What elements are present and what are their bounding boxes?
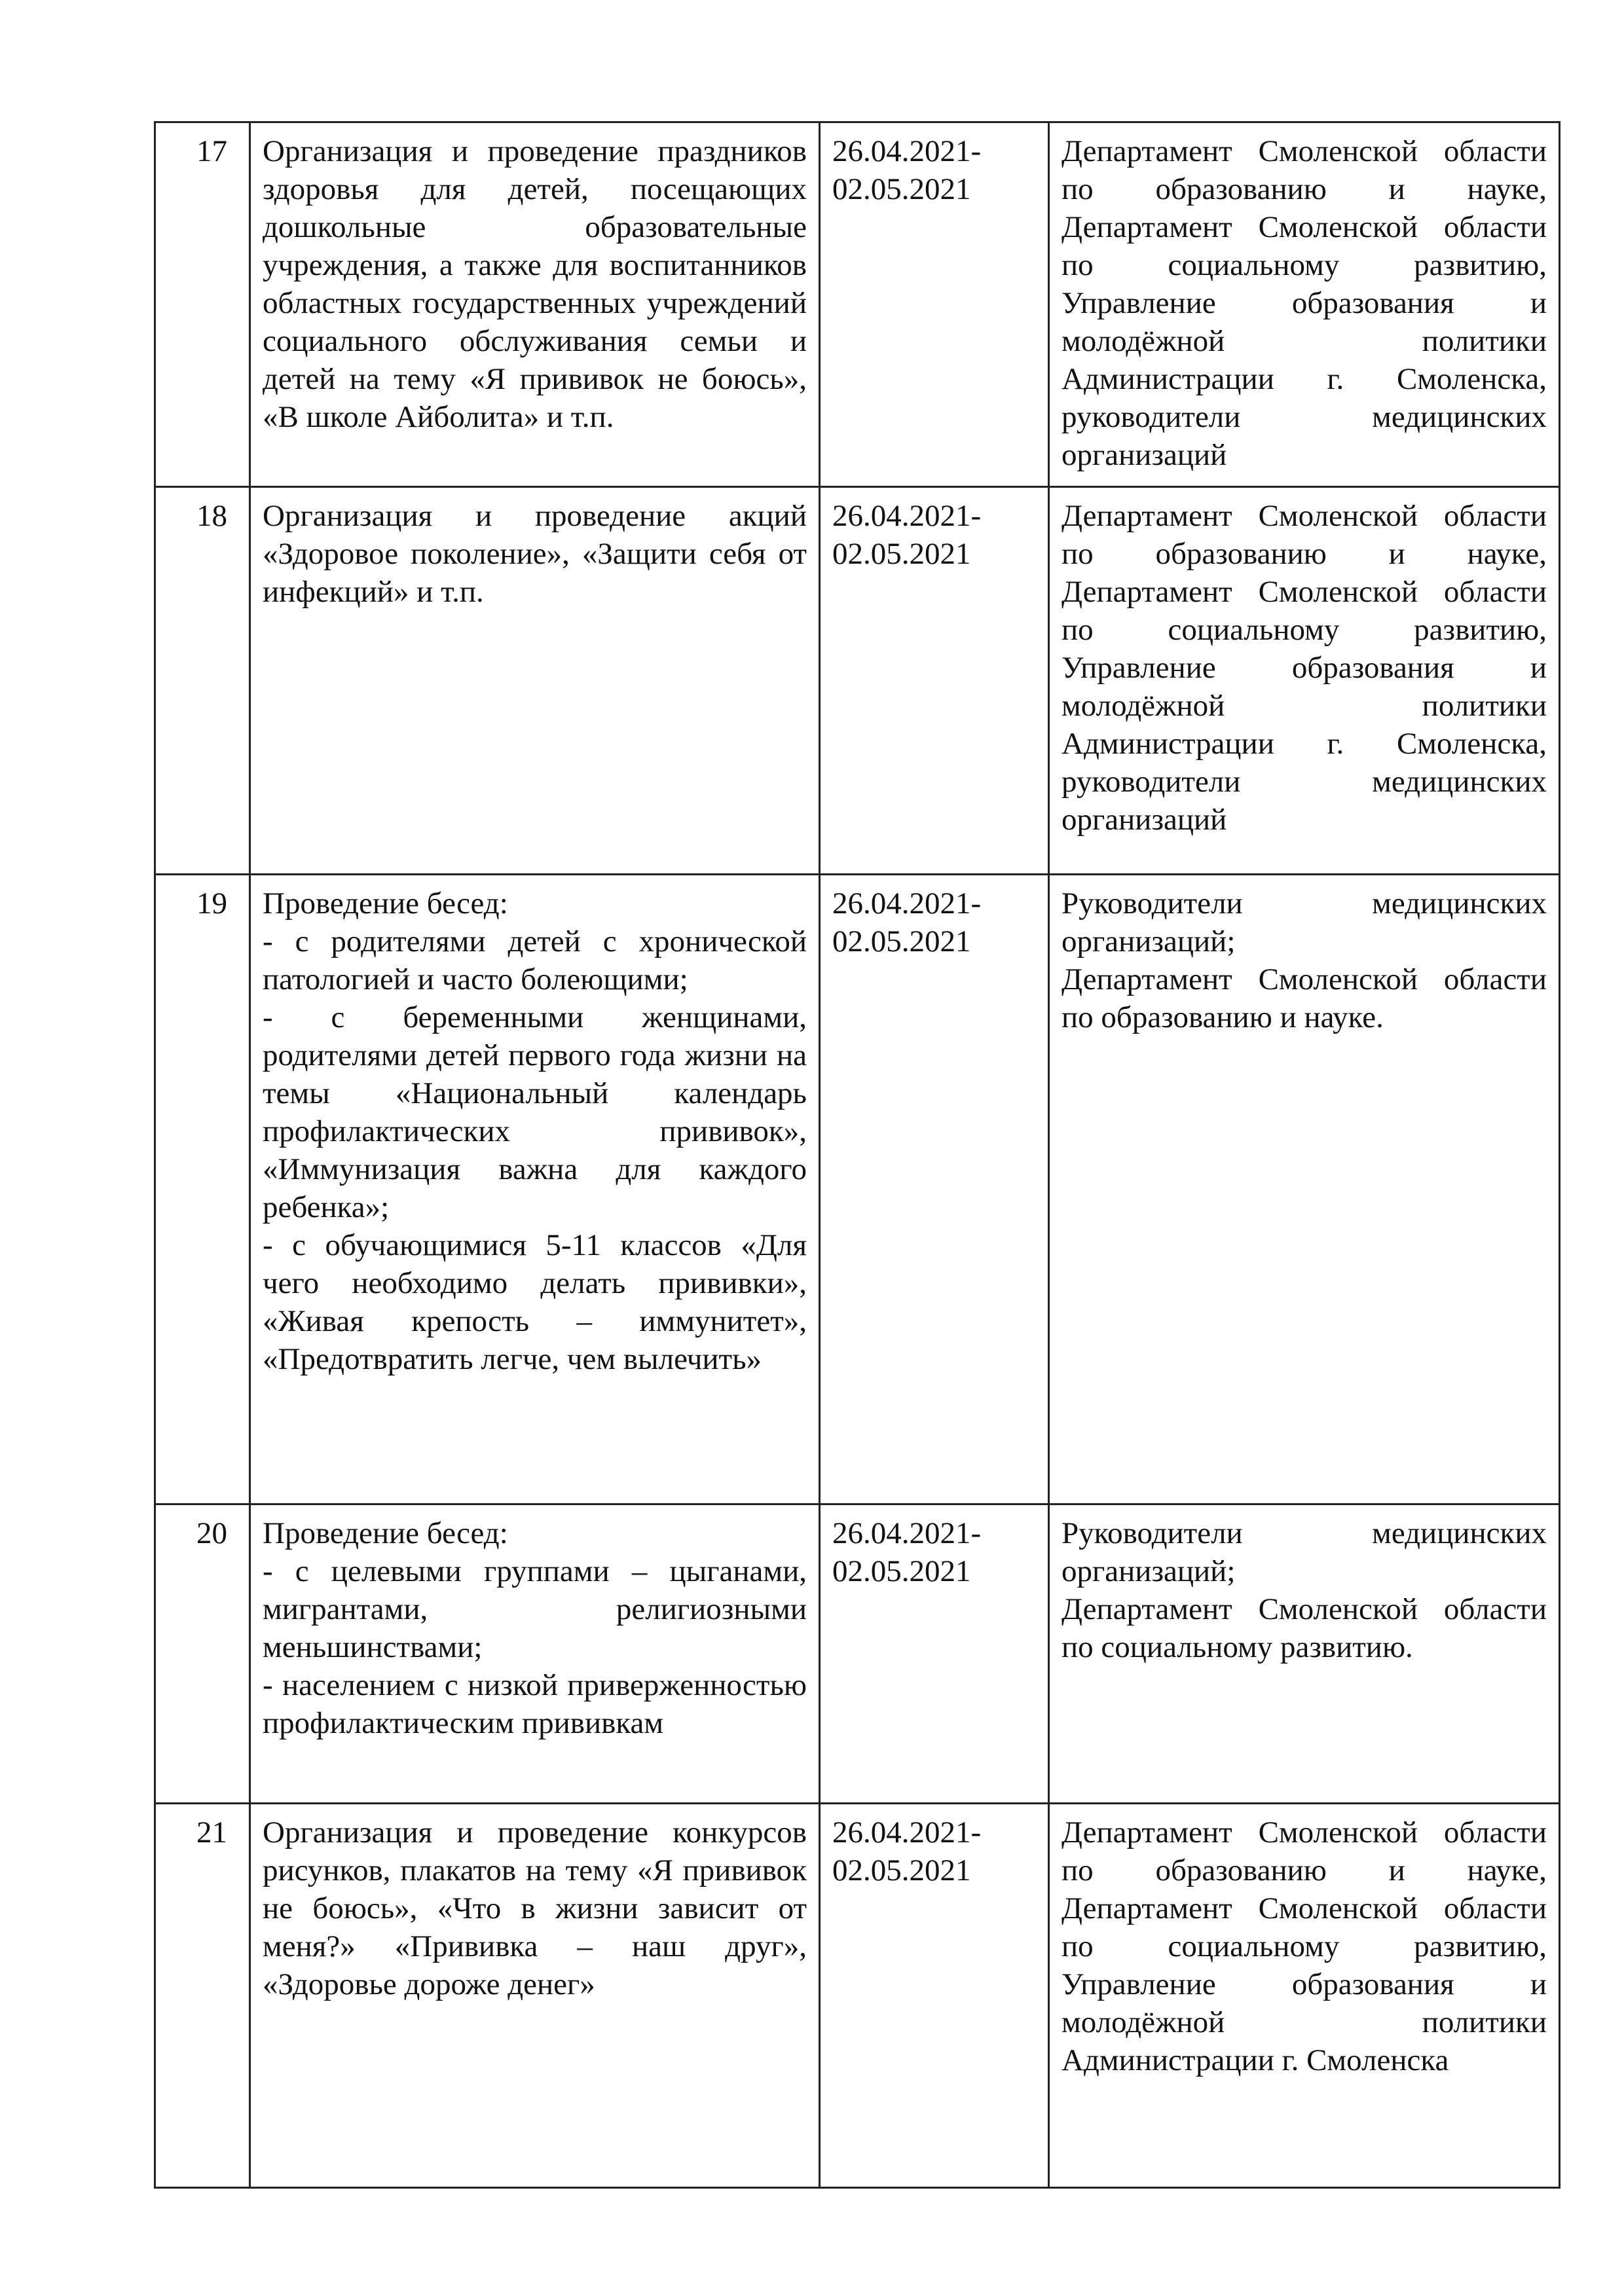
date-to: 02.05.2021	[832, 924, 971, 958]
responsible-cell	[1049, 1804, 1560, 2188]
date-from: 26.04.2021-	[832, 886, 982, 920]
activity-cell	[250, 487, 820, 875]
responsible-line: Департамент Смоленской области по образованию и науке.	[1061, 962, 1547, 1034]
responsible-cell	[1049, 1504, 1560, 1804]
responsible-cell	[1049, 487, 1560, 875]
date-from: 26.04.2021-	[832, 1516, 982, 1550]
date-from: 26.04.2021-	[832, 134, 982, 168]
activity-line: Проведение бесед:	[263, 886, 508, 920]
activity-text: Организация и проведение акций «Здоровое поколение», «Защити себя от инфекций» и т.п.	[263, 499, 807, 609]
activity-line: - населением с низкой приверженностью профилактическим прививкам	[263, 1668, 807, 1740]
date-from: 26.04.2021-	[832, 499, 982, 533]
responsible-line: Департамент Смоленской области по социальному развитию.	[1061, 1592, 1547, 1664]
table-row	[155, 1504, 1560, 1804]
activity-line: - с обучающимися 5-11 классов «Для чего необходимо делать прививки», «Живая крепость – иммунитет», «Предотвратить легче, чем вылечить»	[263, 1228, 807, 1376]
date-to: 02.05.2021	[832, 1554, 971, 1588]
date-cell	[820, 487, 1049, 875]
responsible-line: Руководители медицинских организаций;	[1061, 886, 1547, 958]
table-row	[155, 875, 1560, 1504]
activity-cell	[250, 1804, 820, 2188]
date-to: 02.05.2021	[832, 537, 971, 571]
row-number: 19	[155, 875, 250, 1504]
row-number: 18	[155, 487, 250, 875]
activity-text: Организация и проведение конкурсов рисунков, плакатов на тему «Я прививок не боюсь», «Что в жизни зависит от меня?» «Прививка – наш друг», «Здоровье дороже денег»	[263, 1815, 807, 2001]
date-cell	[820, 1504, 1049, 1804]
activity-line: - с беременными женщинами, родителями детей первого года жизни на темы «Национальный календарь профилактических прививок», «Иммунизация важна для каждого ребенка»;	[263, 1000, 807, 1224]
responsible-text: Департамент Смоленской области по образованию и науке, Департамент Смоленской области по социальному развитию, Управление образования и молодёжной политики Администрации г. Смоленска, руководители медицинских организаций	[1061, 499, 1547, 837]
row-number: 21	[155, 1804, 250, 2188]
table-row	[155, 487, 1560, 875]
activity-cell	[250, 122, 820, 487]
row-number: 20	[155, 1504, 250, 1804]
row-number: 17	[155, 122, 250, 487]
table-row	[155, 1804, 1560, 2188]
responsible-text: Департамент Смоленской области по образованию и науке, Департамент Смоленской области по социальному развитию, Управление образования и молодёжной политики Администрации г. Смоленска, руководители медицинских организаций	[1061, 134, 1547, 472]
date-cell	[820, 875, 1049, 1504]
date-cell	[820, 122, 1049, 487]
activity-cell	[250, 1504, 820, 1804]
activity-line: - с целевыми группами – цыганами, мигрантами, религиозными меньшинствами;	[263, 1554, 807, 1664]
activity-line: Проведение бесед:	[263, 1516, 508, 1550]
date-to: 02.05.2021	[832, 1853, 971, 1887]
responsible-line: Руководители медицинских организаций;	[1061, 1516, 1547, 1588]
activity-text: Организация и проведение праздников здоровья для детей, посещающих дошкольные образовательные учреждения, а также для воспитанников областных государственных учреждений социального обслуживания семьи и детей на тему «Я прививок не боюсь», «В школе Айболита» и т.п.	[263, 134, 807, 434]
activity-line: - с родителями детей с хронической патологией и часто болеющими;	[263, 924, 807, 996]
responsible-cell	[1049, 875, 1560, 1504]
date-cell	[820, 1804, 1049, 2188]
responsible-text: Департамент Смоленской области по образованию и науке, Департамент Смоленской области по социальному развитию, Управление образования и молодёжной политики Администрации г. Смоленска	[1061, 1815, 1547, 2077]
table-row	[155, 122, 1560, 487]
responsible-cell	[1049, 122, 1560, 487]
date-to: 02.05.2021	[832, 172, 971, 206]
activity-cell	[250, 875, 820, 1504]
measures-table	[154, 121, 1560, 2189]
date-from: 26.04.2021-	[832, 1815, 982, 1850]
